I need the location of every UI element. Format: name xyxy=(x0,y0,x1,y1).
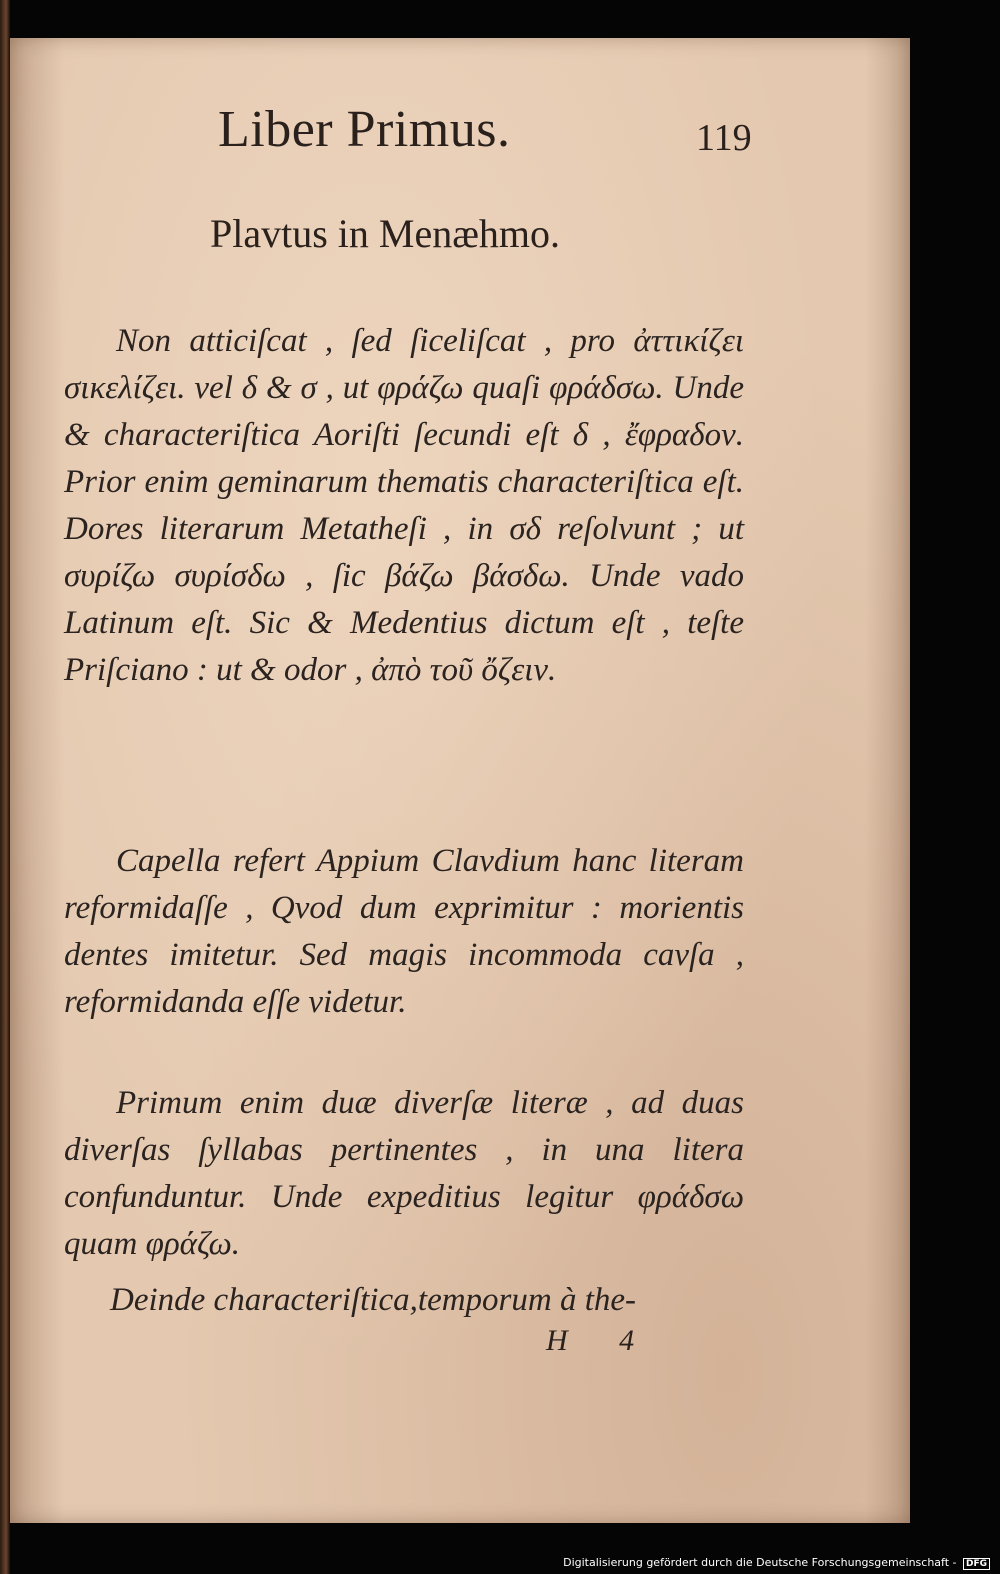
page-number: 119 xyxy=(696,117,752,159)
paragraph-4: Deinde characteriſtica,temporum à the- xyxy=(110,1282,637,1318)
digitization-credit xyxy=(563,1556,990,1570)
scan-edge xyxy=(0,0,10,1574)
dfg-logo: DFG xyxy=(963,1558,990,1570)
paragraph-3: Primum enim duæ diverſæ literæ , ad duas diverſas ſyllabas pertinentes , in una litera confunduntur. Unde expeditius legitur φράδσω quam φράζω. xyxy=(64,1085,744,1262)
signature-mark: H 4 xyxy=(546,1324,657,1357)
paragraph-1: Non atticiſcat , ſed ſiceliſcat , pro ἀττικίζει σικελίζει. vel δ & σ , ut φράζω quaſi φράδσω. Unde & characteriſtica Aoriſti ſecundi eſt δ , ἔφραδον. Prior enim geminarum thematis characteriſtica eſt. Dores literarum Metatheſi , in σδ reſolvunt ; ut συρίζω συρίσδω , ſic βάζω βάσδω. Unde vado Latinum eſt. Sic & Medentius dictum eſt , teſte Priſciano : ut & odor , ἀπὸ τοῦ ὄζειν. xyxy=(64,323,744,688)
paragraph-2: Capella refert Appium Clavdium hanc literam reformidaſſe , Qvod dum exprimitur : morientis dentes imitetur. Sed magis incommoda cavſa , reformidanda eſſe videtur. xyxy=(64,843,744,1020)
running-title: Liber Primus. xyxy=(218,101,511,158)
section-heading: Plavtus in Menæhmo. xyxy=(210,211,561,256)
credit-text: Digitalisierung gefördert durch die Deutsche Forschungsgemeinschaft - xyxy=(563,1556,957,1569)
